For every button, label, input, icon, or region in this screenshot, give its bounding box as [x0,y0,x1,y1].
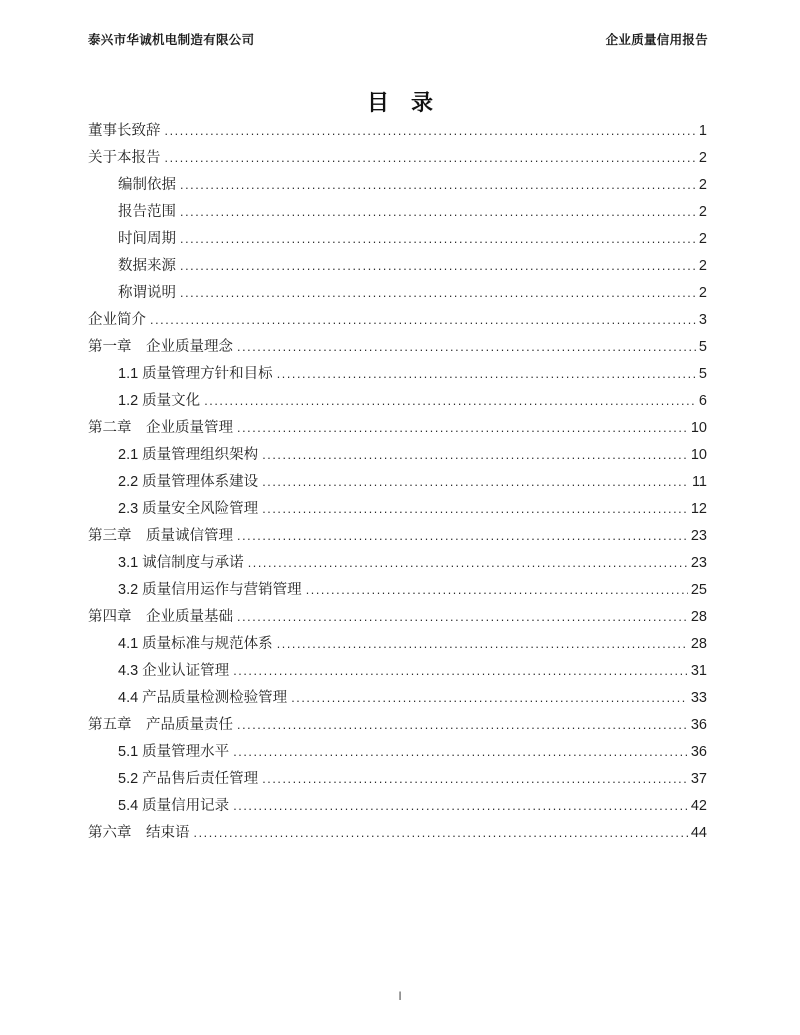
toc-entry-page: 2 [698,204,707,220]
toc-entry-page: 25 [690,582,707,598]
toc-entry-label: 5.2 产品售后责任管理 [118,771,259,787]
toc-dot-leader [180,253,696,280]
toc-entry-label: 3.2 质量信用运作与营销管理 [118,582,302,598]
toc-entry-label: 第四章 企业质量基础 [88,609,233,625]
toc-dot-leader [277,361,696,388]
page-header [88,30,708,48]
toc-dot-leader [233,793,688,820]
toc-entry-page: 23 [690,555,707,571]
toc-entry-page: 33 [690,690,707,706]
toc-dot-leader [180,280,696,307]
toc-entry-page: 10 [690,420,707,436]
toc-entry-page: 10 [690,447,707,463]
toc-entry-label: 报告范围 [118,204,176,220]
toc-entry-label: 1.2 质量文化 [118,393,201,409]
toc-entry[interactable] [88,388,707,415]
toc-entry-label: 4.3 企业认证管理 [118,663,230,679]
toc-entry-page: 2 [698,285,707,301]
toc-entry-label: 第六章 结束语 [88,825,190,841]
toc-dot-leader [180,172,696,199]
toc-entry-label: 编制依据 [118,177,176,193]
toc-entry-label: 5.1 质量管理水平 [118,744,230,760]
toc-entry[interactable] [88,685,707,712]
toc-dot-leader [165,118,696,145]
toc-entry-page: 36 [690,717,707,733]
footer-page-number: I [398,989,402,1003]
toc-entry-label: 第一章 企业质量理念 [88,339,233,355]
toc-entry-page: 28 [690,609,707,625]
toc-entry[interactable] [88,469,707,496]
toc-dot-leader [233,739,688,766]
toc-entry-page: 2 [698,150,707,166]
toc-entry[interactable] [88,739,707,766]
toc-entry-page: 6 [698,393,707,409]
toc-dot-leader [233,658,688,685]
toc-entry[interactable] [88,253,707,280]
toc-entry-page: 2 [698,177,707,193]
toc-title: 目 录 [366,90,433,115]
toc-entry-page: 2 [698,231,707,247]
toc-entry[interactable] [88,415,707,442]
toc-dot-leader [306,577,688,604]
toc-entry[interactable] [88,550,707,577]
toc-entry-label: 2.2 质量管理体系建设 [118,474,259,490]
toc-entry-page: 11 [691,474,707,490]
toc-entry-label: 第五章 产品质量责任 [88,717,233,733]
toc-dot-leader [150,307,696,334]
toc-entry-page: 28 [690,636,707,652]
toc-dot-leader [291,685,688,712]
toc-dot-leader [180,226,696,253]
toc-entry[interactable] [88,199,707,226]
toc-entry[interactable] [88,793,707,820]
toc-entry[interactable] [88,118,707,145]
toc-entry[interactable] [88,577,707,604]
toc-entry-label: 称谓说明 [118,285,176,301]
toc-entry[interactable] [88,523,707,550]
toc-entry[interactable] [88,334,707,361]
toc-dot-leader [180,199,696,226]
header-report-title: 企业质量信用报告 [605,33,708,47]
toc-dot-leader [237,334,696,361]
toc-dot-leader [262,766,688,793]
toc-entry[interactable] [88,172,707,199]
toc-entry-label: 时间周期 [118,231,176,247]
table-of-contents [88,118,707,847]
toc-dot-leader [237,523,688,550]
toc-dot-leader [165,145,696,172]
toc-entry-page: 44 [690,825,707,841]
toc-entry[interactable] [88,280,707,307]
toc-dot-leader [262,469,689,496]
toc-entry-label: 3.1 诚信制度与承诺 [118,555,244,571]
toc-entry-page: 2 [698,258,707,274]
toc-entry-label: 4.1 质量标准与规范体系 [118,636,273,652]
toc-entry-label: 2.1 质量管理组织架构 [118,447,259,463]
toc-dot-leader [204,388,696,415]
toc-entry-page: 1 [698,123,707,139]
toc-entry-page: 23 [690,528,707,544]
toc-entry-label: 2.3 质量安全风险管理 [118,501,259,517]
toc-entry-label: 5.4 质量信用记录 [118,798,230,814]
toc-entry[interactable] [88,307,707,334]
toc-entry-page: 42 [690,798,707,814]
toc-entry-label: 董事长致辞 [88,123,161,139]
toc-entry-page: 31 [690,663,707,679]
toc-entry[interactable] [88,631,707,658]
toc-entry-page: 5 [698,366,707,382]
toc-entry-page: 3 [698,312,707,328]
toc-entry-page: 5 [698,339,707,355]
toc-entry-label: 企业简介 [88,312,146,328]
toc-entry[interactable] [88,361,707,388]
toc-dot-leader [248,550,688,577]
toc-entry[interactable] [88,442,707,469]
toc-dot-leader [237,712,688,739]
toc-entry-page: 36 [690,744,707,760]
toc-dot-leader [262,442,688,469]
toc-entry-page: 12 [690,501,707,517]
toc-dot-leader [194,820,688,847]
toc-entry[interactable] [88,820,707,847]
toc-entry[interactable] [88,226,707,253]
toc-entry[interactable] [88,766,707,793]
toc-dot-leader [237,415,688,442]
toc-entry-label: 4.4 产品质量检测检验管理 [118,690,288,706]
header-company-name: 泰兴市华诚机电制造有限公司 [88,33,255,47]
toc-entry-label: 数据来源 [118,258,176,274]
toc-entry[interactable] [88,604,707,631]
toc-entry-label: 1.1 质量管理方针和目标 [118,366,273,382]
toc-entry[interactable] [88,145,707,172]
toc-entry-label: 关于本报告 [88,150,161,166]
toc-entry-label: 第三章 质量诚信管理 [88,528,233,544]
toc-dot-leader [277,631,688,658]
toc-dot-leader [262,496,688,523]
toc-entry[interactable] [88,712,707,739]
toc-entry-label: 第二章 企业质量管理 [88,420,233,436]
toc-dot-leader [237,604,688,631]
toc-entry[interactable] [88,496,707,523]
toc-entry[interactable] [88,658,707,685]
toc-entry-page: 37 [690,771,707,787]
